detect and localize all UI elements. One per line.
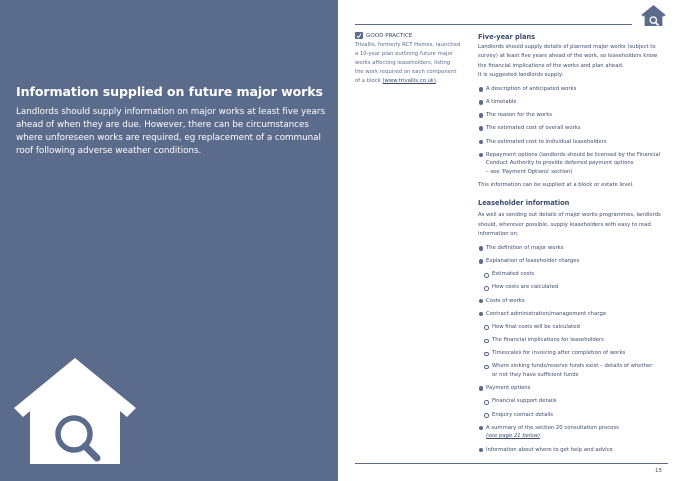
text-line: the financial implications of the works and plan ahead. (478, 62, 624, 69)
section-heading-five-year: Five-year plans (478, 33, 536, 41)
text-line: Conduct Authority to provide deferred payment options (486, 160, 634, 167)
bottom-divider (355, 463, 668, 464)
list-item: Payment options (478, 384, 668, 393)
text-line: – see 'Payment Options' section) (486, 169, 573, 176)
list-item: A timetable (478, 98, 668, 107)
page-number: 15 (655, 468, 662, 474)
list-item: The definition of major works (478, 244, 668, 253)
text-line: should, wherever possible, supply leaseholders with easy to read (478, 221, 651, 228)
text-line: A summary of the section 20 consultation process (486, 424, 619, 431)
sub-list-item: Timescales for invoicing after completion of works (478, 349, 668, 358)
list-item: A description of anticipated works (478, 85, 668, 94)
list-item: Costs of works (478, 297, 668, 306)
five-year-list (478, 85, 668, 177)
page-title: Information supplied on future major works (16, 84, 323, 99)
text-line: information on: (478, 231, 519, 238)
sub-list-item: Financial support details (478, 397, 668, 406)
good-practice-icon (355, 32, 363, 39)
sub-list-item-sinking-funds (478, 362, 668, 380)
text-end: . (435, 78, 438, 84)
sub-list-item: Enquiry contact details (478, 411, 668, 420)
text-line: Trivallis, formerly RCT Homes, launched (355, 42, 461, 48)
text-line: Where sinking funds/reserve funds exist – details of whether (492, 363, 653, 370)
section-heading-leaseholder: Leaseholder information (478, 199, 570, 208)
text-line: Repayment options (landlords should be licensed by the Financial (486, 151, 661, 158)
text-line: As well as sending out details of major works programmes, landlords (478, 212, 661, 219)
good-practice-box (355, 31, 465, 86)
good-practice-label: GOOD PRACTICE (366, 32, 413, 39)
sub-list-item: How costs are calculated (478, 283, 668, 292)
house-search-icon (641, 5, 666, 26)
leaseholder-list (478, 244, 668, 454)
list-item: The reason for the works (478, 111, 668, 120)
text-line: or not they have sufficient funds (492, 372, 579, 379)
top-divider (355, 24, 632, 25)
text-line: works affecting leaseholders, listing (355, 60, 451, 66)
text-line: Landlords should supply details of planned major works (subject to (478, 44, 656, 50)
trivallis-link[interactable]: (www.trivallis.co.uk) (382, 78, 436, 84)
text-line: It is suggested landlords supply: (478, 72, 564, 79)
text-line: survey) at least five years ahead of the work, so leaseholders know (478, 53, 658, 60)
left-panel (0, 0, 338, 481)
five-year-closing: This information can be supplied at a block or estate level. (478, 182, 634, 189)
list-item: The estimated cost to individual leaseholders (478, 138, 668, 147)
five-year-intro (478, 43, 668, 81)
list-item-section-20 (478, 424, 668, 442)
good-practice-heading (355, 31, 465, 40)
house-search-icon (14, 358, 136, 464)
sub-list-item: How final costs will be calculated (478, 323, 668, 332)
leaseholder-intro (478, 211, 668, 239)
good-practice-text (355, 41, 465, 86)
list-item: Contract administration/management charge (478, 310, 668, 319)
main-content (478, 31, 668, 454)
list-item-repayment (478, 151, 668, 177)
see-page-link[interactable]: (see page 21 below) (486, 433, 541, 440)
text-line: the work required on each component (355, 69, 457, 75)
list-item: Information about where to get help and advice (478, 446, 668, 455)
text-line: a 10-year plan outlining future major (355, 51, 453, 57)
list-item: The estimated cost of overall works (478, 124, 668, 133)
text-line: of a block (355, 78, 381, 84)
sub-list-item: Estimated costs (478, 270, 668, 279)
list-item: Explanation of leaseholder charges (478, 257, 668, 266)
sub-list-item: The financial implications for leaseholders (478, 336, 668, 345)
intro-text: Landlords should supply information on major works at least five years ahead of when they are due. However, there can be circumstances where unforeseen works are required, eg replacement of a communal roof following adverse weather conditions. (16, 107, 325, 156)
